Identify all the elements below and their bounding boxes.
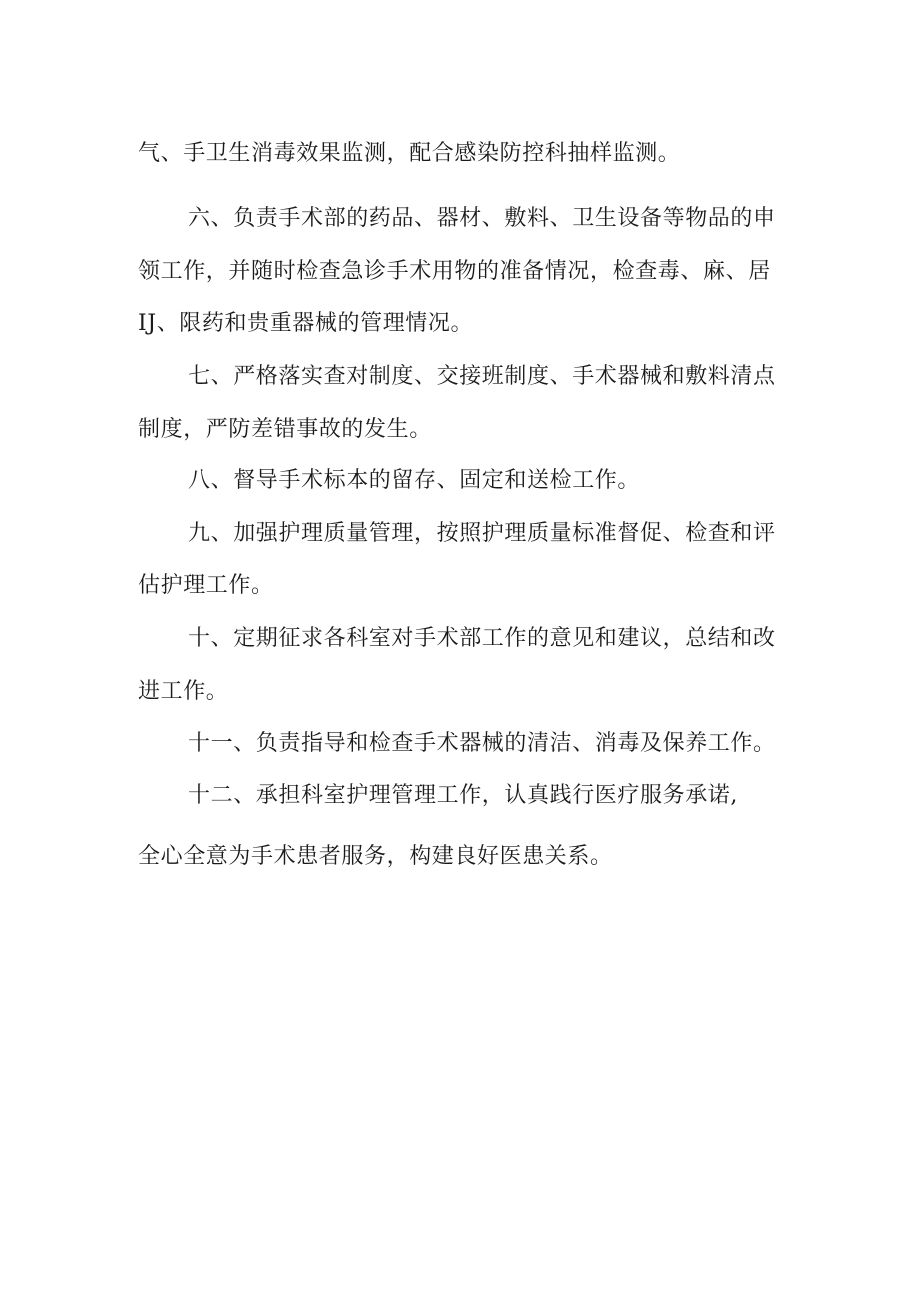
paragraph-6-line-2: 领工作，并随时检查急诊手术用物的准备情况，检查毒、麻、居 [138, 259, 771, 284]
paragraph-10-line-2: 进工作。 [138, 679, 229, 704]
paragraph-8-line-1: 八、督导手术标本的留存、固定和送检工作。 [188, 468, 641, 493]
paragraph-12-line-1: 十二、承担科室护理管理工作，认真践行医疗服务承诺, [188, 783, 738, 808]
paragraph-7-line-2: 制度，严防差错事故的发生。 [138, 417, 432, 442]
paragraph-11-line-1: 十一、负责指导和检查手术器械的清洁、消毒及保养工作。 [188, 731, 776, 756]
text-line: 气、手卫生消毒效果监测，配合感染防控科抽样监测。 [138, 141, 681, 166]
paragraph-10-line-1: 十、定期征求各科室对手术部工作的意见和建议，总结和改 [188, 626, 776, 651]
paragraph-7-line-1: 七、严格落实查对制度、交接班制度、手术器械和敷料清点 [188, 364, 776, 389]
paragraph-9-line-1: 九、加强护理质量管理，按照护理质量标准督促、检查和评 [188, 521, 776, 546]
paragraph-6-line-1: 六、负责手术部的药品、器材、敷料、卫生设备等物品的申 [188, 206, 776, 231]
paragraph-9-line-2: 估护理工作。 [138, 573, 274, 598]
paragraph-12-line-2: 全心全意为手术患者服务，构建良好医患关系。 [138, 844, 613, 869]
paragraph-6-line-3: IJ、限药和贵重器械的管理情况。 [138, 311, 474, 336]
